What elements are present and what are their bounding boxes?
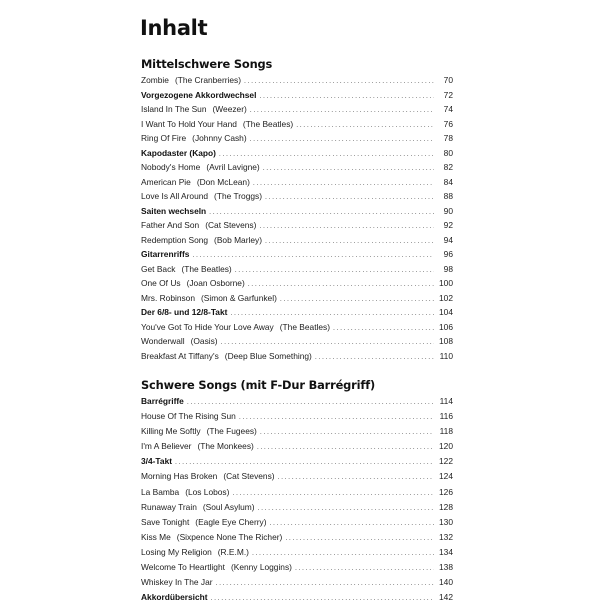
entry-title: Get Back [141,263,176,274]
entry-artist: (The Troggs) [214,191,262,201]
toc-entry [141,515,453,530]
entry-title: Breakfast At Tiffany's [141,350,219,361]
entry-title: Kiss Me [141,531,171,542]
page-number: 82 [443,162,453,172]
toc-entry [141,530,453,545]
entry-title: You've Got To Hide Your Love Away [141,321,274,332]
dot-leader [260,425,434,440]
dot-leader [259,90,434,105]
page-number: 140 [439,577,453,588]
page-number: 124 [439,471,453,482]
dot-leader [315,351,434,366]
page-number: 90 [443,205,453,216]
toc-entry [141,545,453,560]
entry-title: Saiten wechseln [141,205,207,216]
page-number: 92 [443,220,453,230]
entry-title: Killing Me Softly [141,426,201,437]
entry-artist: (Don McLean) [196,176,250,187]
entry-artist: (Los Lobos) [185,486,230,497]
dot-leader [250,133,434,148]
page-number: 96 [443,249,453,259]
dot-leader [257,440,434,455]
toc-entry [141,189,453,204]
entry-artist: (Soul Asylum) [202,501,255,512]
toc-entry [141,102,453,117]
entry-title: Akkordübersicht [141,592,208,603]
toc-entry [141,247,453,262]
entry-title: Island In The Sun [141,104,207,114]
entry-title: House Of The Rising Sun [141,411,236,422]
entry-artist: (Johnny Cash) [192,133,247,143]
toc-entry [141,262,453,277]
page-number: 126 [439,486,453,497]
entry-title: Whiskey In The Jar [141,577,213,588]
page-number: 142 [439,592,453,603]
toc-entry [141,439,453,454]
toc-entry [141,424,453,439]
entry-title: Gitarrenriffs [141,249,190,259]
entry-title: Der 6/8- und 12/8-Takt [141,307,228,317]
entry-title: 3/4-Takt [141,456,173,467]
page-number: 134 [439,546,453,557]
page-number: 74 [443,104,453,114]
dot-leader [285,531,434,546]
entry-title: Redemption Song [141,234,209,245]
section-heading: Schwere Songs (mit F-Dur Barrégriff) [141,378,376,392]
entry-title: Mrs. Robinson [141,292,195,303]
toc-entry [141,233,453,248]
entry-title: Kapodaster (Kapo) [141,147,216,158]
dot-leader [278,470,434,485]
toc-entry [141,320,453,335]
dot-leader [270,516,435,531]
toc-entry [141,276,453,291]
page-number: 138 [439,562,453,573]
entry-title: One Of Us [141,278,181,288]
page-number: 110 [439,350,453,361]
dot-leader [263,162,434,177]
toc-list [141,73,453,363]
page-number: 88 [443,191,453,201]
entry-artist: (Cat Stevens) [223,471,275,482]
toc-entry [141,500,453,515]
entry-artist: (The Beatles) [181,263,232,274]
entry-artist: (Simon & Garfunkel) [201,292,277,303]
entry-title: American Pie [141,176,191,187]
dot-leader [265,235,434,250]
entry-artist: (R.E.M.) [217,546,249,557]
page-number: 130 [439,516,453,527]
entry-title: Zombie [141,75,169,85]
section-heading: Mittelschwere Songs [141,57,273,71]
dot-leader [265,191,434,206]
toc-section-schwere-songs [141,377,453,605]
toc-entry [141,394,453,409]
entry-title: Runaway Train [141,501,197,512]
entry-artist: (Weezer) [212,104,247,114]
entry-title: Vorgezogene Akkordwechsel [141,89,257,100]
page-number: 132 [439,531,453,542]
entry-artist: (The Cranberries) [174,75,242,85]
entry-title: I'm A Believer [141,441,192,452]
dot-leader [175,455,434,470]
entry-title: Nobody's Home [141,162,201,172]
toc-entry [141,73,453,88]
page-number: 108 [439,336,453,346]
page-number: 104 [439,307,453,317]
page-number: 120 [439,441,453,452]
toc-section-mittelschwere-songs [141,56,453,363]
page-number: 128 [439,501,453,512]
page-number: 70 [443,75,453,85]
entry-artist: (Bob Marley) [214,234,262,245]
dot-leader [259,220,434,235]
dot-leader [187,395,434,410]
toc-entry [141,117,453,132]
toc-entry [141,218,453,233]
page-number: 114 [439,396,453,406]
page-title: Inhalt [140,16,208,40]
dot-leader [211,591,434,606]
entry-title: Barrégriffe [141,396,184,406]
page-number: 102 [439,292,453,303]
page-number: 100 [439,278,453,288]
entry-title: Ring Of Fire [141,133,187,143]
page-number: 94 [443,234,453,245]
table-of-contents [141,14,453,605]
dot-leader [244,75,434,90]
entry-artist: (The Fugees) [206,426,257,437]
entry-title: Love Is All Around [141,191,209,201]
entry-title: Morning Has Broken [141,471,218,482]
toc-entry [141,88,453,103]
dot-leader [239,410,434,425]
dot-leader [296,119,434,134]
dot-leader [232,486,434,501]
entry-artist: (Oasis) [190,336,218,346]
entry-artist: (The Monkees) [197,441,254,452]
entry-artist: (Deep Blue Something) [224,350,312,361]
page-number: 106 [439,321,453,332]
entry-artist: (Eagle Eye Cherry) [195,516,267,527]
toc-entry [141,349,453,364]
toc-entry [141,560,453,575]
toc-entry [141,305,453,320]
toc-entry [141,131,453,146]
entry-artist: (Kenny Loggins) [230,562,292,573]
dot-leader [235,264,434,279]
entry-title: Save Tonight [141,516,190,527]
dot-leader [252,546,434,561]
page-number: 122 [439,456,453,467]
entry-artist: (The Beatles) [242,118,294,129]
entry-artist: (Joan Osborne) [186,278,245,288]
page-number: 116 [439,411,453,422]
toc-entry [141,469,453,484]
toc-entry [141,146,453,161]
entry-title: La Bamba [141,486,180,497]
toc-list [141,394,453,605]
page-number: 84 [443,176,453,187]
page-number: 80 [443,147,453,158]
toc-entry [141,160,453,175]
dot-leader [295,561,434,576]
entry-artist: (Sixpence None The Richer) [176,531,283,542]
dot-leader [280,293,434,308]
toc-entry [141,409,453,424]
entry-title: Losing My Religion [141,546,212,557]
page-number: 76 [443,118,453,129]
entry-title: Father And Son [141,220,200,230]
toc-entry [141,204,453,219]
toc-entry [141,291,453,306]
entry-title: Welcome To Heartlight [141,562,225,573]
toc-entry [141,175,453,190]
dot-leader [333,322,434,337]
entry-title: I Want To Hold Your Hand [141,118,237,129]
page-number: 72 [443,89,453,100]
toc-entry [141,575,453,590]
entry-artist: (Avril Lavigne) [206,162,260,172]
entry-artist: (Cat Stevens) [205,220,257,230]
dot-leader [253,177,434,192]
toc-entry [141,590,453,605]
toc-entry [141,485,453,500]
dot-leader [216,576,434,591]
toc-entry [141,454,453,469]
entry-artist: (The Beatles) [279,321,331,332]
dot-leader [258,501,434,516]
page-number: 98 [443,263,453,274]
page-number: 78 [443,133,453,143]
page-number: 118 [439,426,453,437]
entry-title: Wonderwall [141,336,185,346]
toc-entry [141,334,453,349]
